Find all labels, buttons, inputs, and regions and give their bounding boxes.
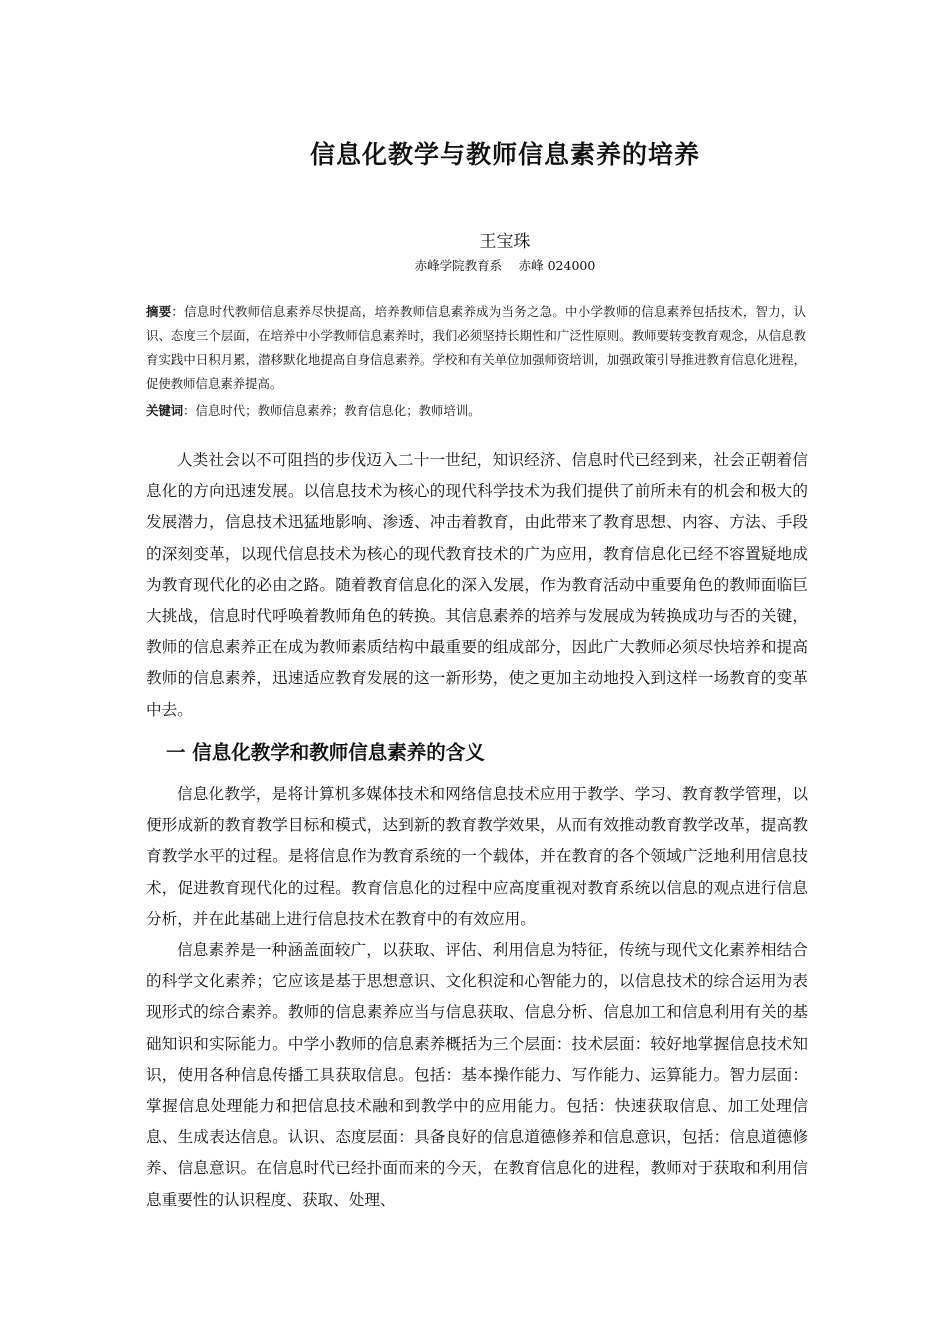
intro-paragraph: 人类社会以不可阻挡的步伐迈入二十一世纪，知识经济、信息时代已经到来，社会正朝着信息化的方向迅速发展。以信息技术为核心的现代科学技术为我们提供了前所未有的机会和极大的发展潜力，信息技术迅猛地影响、渗透、冲击着教育，由此带来了教育思想、内容、方法、手段的深刻变革，以现代信息技术为核心的现代教育技术的广为应用，教育信息化已经不容置疑地成为教育现代化的必由之路。随着教育信息化的深入发展，作为教育活动中重要角色的教师面临巨大挑战，信息时代呼唤着教师角色的转换。其信息素养的培养与发展成为转换成功与否的关键，教师的信息素养正在成为教师素质结构中最重要的组成部分，因此广大教师必须尽快培养和提高教师的信息素养，迅速适应教育发展的这一新形势，使之更加主动地投入到这样一场教育的变革中去。	[146, 451, 808, 719]
keywords-text: ：信息时代；教师信息素养；教育信息化；教师培训。	[183, 403, 481, 418]
paper-title: 信息化教学与教师信息素养的培养	[309, 140, 700, 169]
abstract	[146, 300, 806, 396]
keywords-label: 关键词	[146, 403, 184, 418]
keywords	[146, 401, 806, 421]
section-heading: 一 信息化教学和教师信息素养的含义	[166, 741, 485, 764]
abstract-label: 摘要	[146, 304, 172, 319]
abstract-text: ：信息时代教师信息素养尽快提高，培养教师信息素养成为当务之急。中小学教师的信息素养包括技术，智力，认识、态度三个层面，在培养中小学教师信息素养时，我们必须坚持长期性和广泛性原则。教师要转变教育观念，从信息教育实践中日积月累，潜移默化地提高自身信息素养。学校和有关单位加强师资培训，加强政策引导推进教育信息化进程，促使教师信息素养提高。	[146, 304, 807, 391]
author-affiliation: 赤峰学院教育系 赤峰 024000	[414, 258, 596, 273]
author-name: 王宝珠	[479, 232, 531, 252]
body-paragraph: 信息素养是一种涵盖面较广，以获取、评估、利用信息为特征，传统与现代文化素养相结合的科学文化素养；它应该是基于思想意识、文化积淀和心智能力的，以信息技术的综合运用为表现形式的综合素养。教师的信息素养应当与信息获取、信息分析、信息加工和信息利用有关的基础知识和实际能力。中学小教师的信息素养概括为三个层面：技术层面：较好地掌握信息技术知识，使用各种信息传播工具获取信息。包括：基本操作能力、写作能力、运算能力。智力层面：掌握信息处理能力和把信息技术融和到教学中的应用能力。包括：快速获取信息、加工处理信息、生成表达信息。认识、态度层面：具备良好的信息道德修养和信息意识，包括：信息道德修养、信息意识。在信息时代已经扑面而来的今天，在教育信息化的进程，教师对于获取和利用信息重要性的认识程度、获取、处理、	[146, 941, 808, 1209]
body-paragraph: 信息化教学，是将计算机多媒体技术和网络信息技术应用于教学、学习、教育教学管理，以便形成新的教育教学目标和模式，达到新的教育教学效果，从而有效推动教育教学改革，提高教育教学水平的过程。是将信息作为教育系统的一个载体，并在教育的各个领域广泛地利用信息技术，促进教育现代化的过程。教育信息化的过程中应高度重视对教育系统以信息的观点进行信息分析，并在此基础上进行信息技术在教育中的有效应用。	[146, 785, 808, 928]
